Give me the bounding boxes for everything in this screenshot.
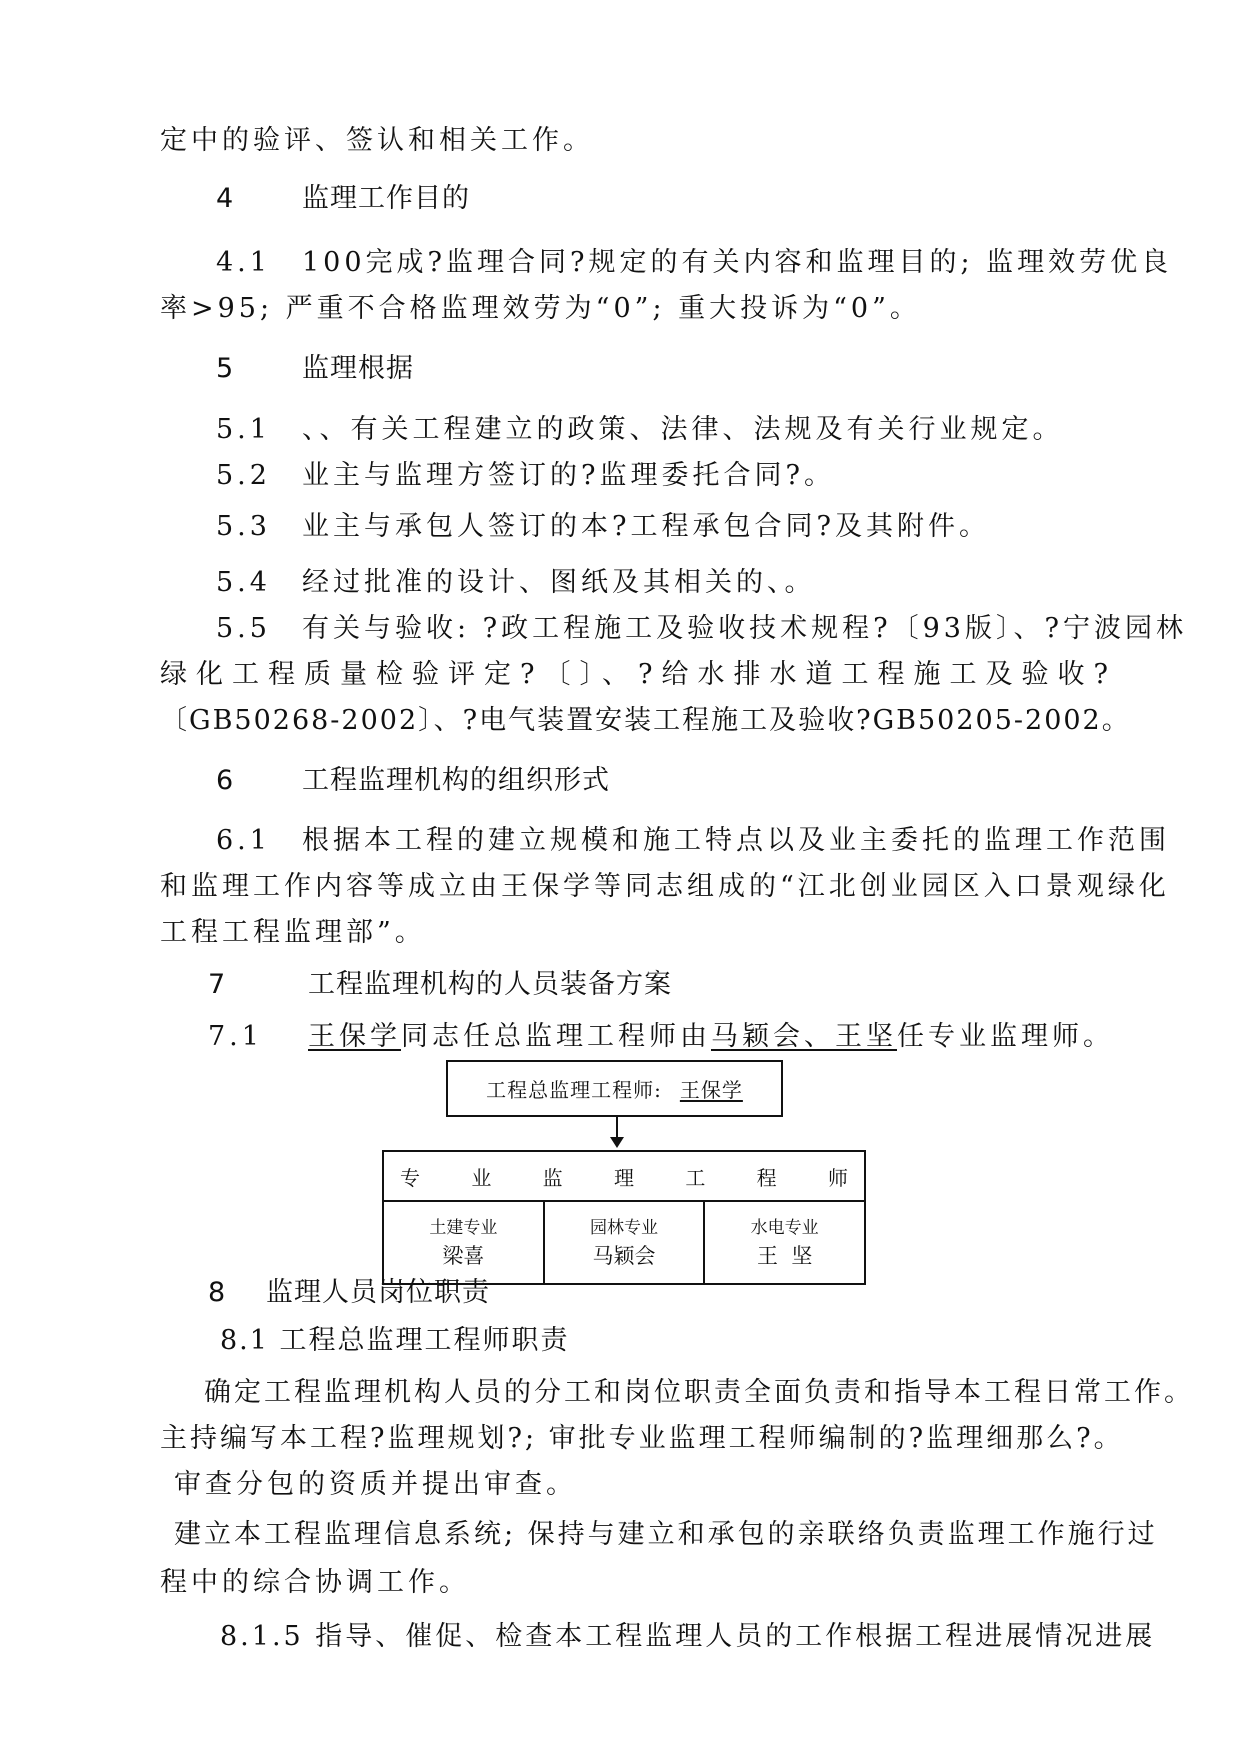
subsection-heading: 8.1 工程总监理工程师职责 (220, 1325, 570, 1356)
team-header (384, 1152, 864, 1202)
clause-number: 4.1 (216, 247, 271, 278)
paragraph-line (216, 504, 990, 543)
team-header-char: 理 (613, 1165, 634, 1190)
paragraph-line (216, 453, 835, 492)
section-heading-5 (216, 346, 414, 385)
clause-number: 5.3 (216, 511, 271, 542)
section-heading-6 (216, 758, 610, 797)
paragraph-line: 率>95; 严重不合格监理效劳为“0”; 重大投诉为“0”。 (160, 293, 921, 324)
paragraph-line: 绿化工程质量检验评定?〔〕、?给水排水道工程施工及验收? (160, 659, 1117, 690)
clause-text: 100完成?监理合同?规定的有关内容和监理目的; 监理效劳优良 (302, 247, 1173, 278)
paragraph-line: 建立本工程监理信息系统; 保持与建立和承包的亲联络负责监理工作施行过 (174, 1519, 1158, 1550)
connector-line (616, 1117, 618, 1139)
paragraph-line (216, 560, 816, 599)
member-name: 梁喜 (442, 1243, 485, 1268)
paragraph-line (216, 240, 1172, 279)
member-specialty: 土建专业 (429, 1217, 498, 1238)
section-heading-8 (208, 1270, 490, 1309)
paragraph-line: 审查分包的资质并提出审查。 (174, 1469, 577, 1500)
chief-engineer-name: 王保学 (308, 1021, 401, 1052)
clause-text: 任专业监理师。 (897, 1021, 1114, 1052)
clause-text: 、、有关工程建立的政策、法律、法规及有关行业规定。 (302, 414, 1064, 445)
paragraph-line: 工程工程监理部”。 (160, 917, 426, 948)
section-number: 8 (208, 1277, 227, 1308)
section-title: 工程监理机构的组织形式 (302, 765, 610, 796)
specialist-team-box (382, 1150, 866, 1285)
member-specialty: 园林专业 (590, 1217, 658, 1238)
section-number: 5 (216, 353, 235, 384)
section-heading-4 (216, 176, 470, 215)
member-name: 王 坚 (757, 1243, 813, 1268)
paragraph-line: 8.1.5 指导、催促、检查本工程监理人员的工作根据工程进展情况进展 (220, 1621, 1156, 1652)
clause-text: 同志任总监理工程师由 (401, 1021, 711, 1052)
clause-number: 5.1 (216, 414, 271, 445)
paragraph-line: 程中的综合协调工作。 (160, 1567, 470, 1598)
paragraph-line (216, 818, 1170, 857)
paragraph-line (208, 1014, 1114, 1053)
paragraph-line (216, 407, 1064, 446)
section-title: 监理工作目的 (302, 183, 470, 214)
team-header-char: 监 (542, 1165, 563, 1190)
team-header-char: 程 (756, 1165, 777, 1190)
paragraph-line: 主持编写本工程?监理规划?; 审批专业监理工程师编制的?监理细那么?。 (160, 1423, 1124, 1454)
paragraph-line: 确定工程监理机构人员的分工和岗位职责全面负责和指导本工程日常工作。 (204, 1377, 1194, 1408)
clause-number: 7.1 (208, 1021, 263, 1052)
clause-number: 5.4 (216, 567, 271, 598)
section-title: 监理根据 (302, 353, 414, 384)
paragraph-line: 和监理工作内容等成立由王保学等同志组成的“江北创业园区入口景观绿化 (160, 871, 1170, 902)
clause-text: 根据本工程的建立规模和施工特点以及业主委托的监理工作范围 (302, 825, 1170, 856)
member-specialty: 水电专业 (750, 1217, 819, 1238)
arrow-down-icon (610, 1137, 624, 1148)
member-cell (705, 1202, 864, 1283)
clause-text: 经过批准的设计、图纸及其相关的、。 (302, 567, 816, 598)
team-header-char: 业 (471, 1165, 492, 1190)
section-title: 工程监理机构的人员装备方案 (308, 969, 672, 1000)
section-title: 监理人员岗位职责 (266, 1277, 490, 1308)
section-heading-7 (208, 962, 672, 1001)
team-header-char: 专 (400, 1165, 420, 1190)
paragraph-line: 定中的验评、签认和相关工作。 (160, 125, 594, 156)
clause-text: 有关与验收: ?政工程施工及验收技术规程?〔93版〕、?宁波园林 (302, 613, 1187, 644)
team-header-char: 师 (827, 1165, 848, 1190)
member-cell (545, 1202, 706, 1283)
specialist-names: 马颖会、王坚 (711, 1021, 897, 1052)
clause-number: 6.1 (216, 825, 271, 856)
chief-label: 工程总监理工程师: (486, 1078, 662, 1102)
section-number: 6 (216, 765, 235, 796)
team-header-char: 工 (685, 1165, 706, 1190)
paragraph-line: 〔GB50268-2002〕、?电气装置安装工程施工及验收?GB50205-2002。 (160, 705, 1131, 736)
section-number: 7 (208, 969, 227, 1000)
clause-text: 业主与监理方签订的?监理委托合同?。 (302, 460, 835, 491)
clause-text: 业主与承包人签订的本?工程承包合同?及其附件。 (302, 511, 990, 542)
section-number: 4 (216, 183, 235, 214)
clause-number: 5.2 (216, 460, 271, 491)
member-name: 马颖会 (592, 1243, 656, 1268)
chief-engineer-box (446, 1060, 783, 1117)
paragraph-line (216, 606, 1187, 645)
chief-name: 王保学 (679, 1078, 743, 1102)
clause-number: 5.5 (216, 613, 271, 644)
